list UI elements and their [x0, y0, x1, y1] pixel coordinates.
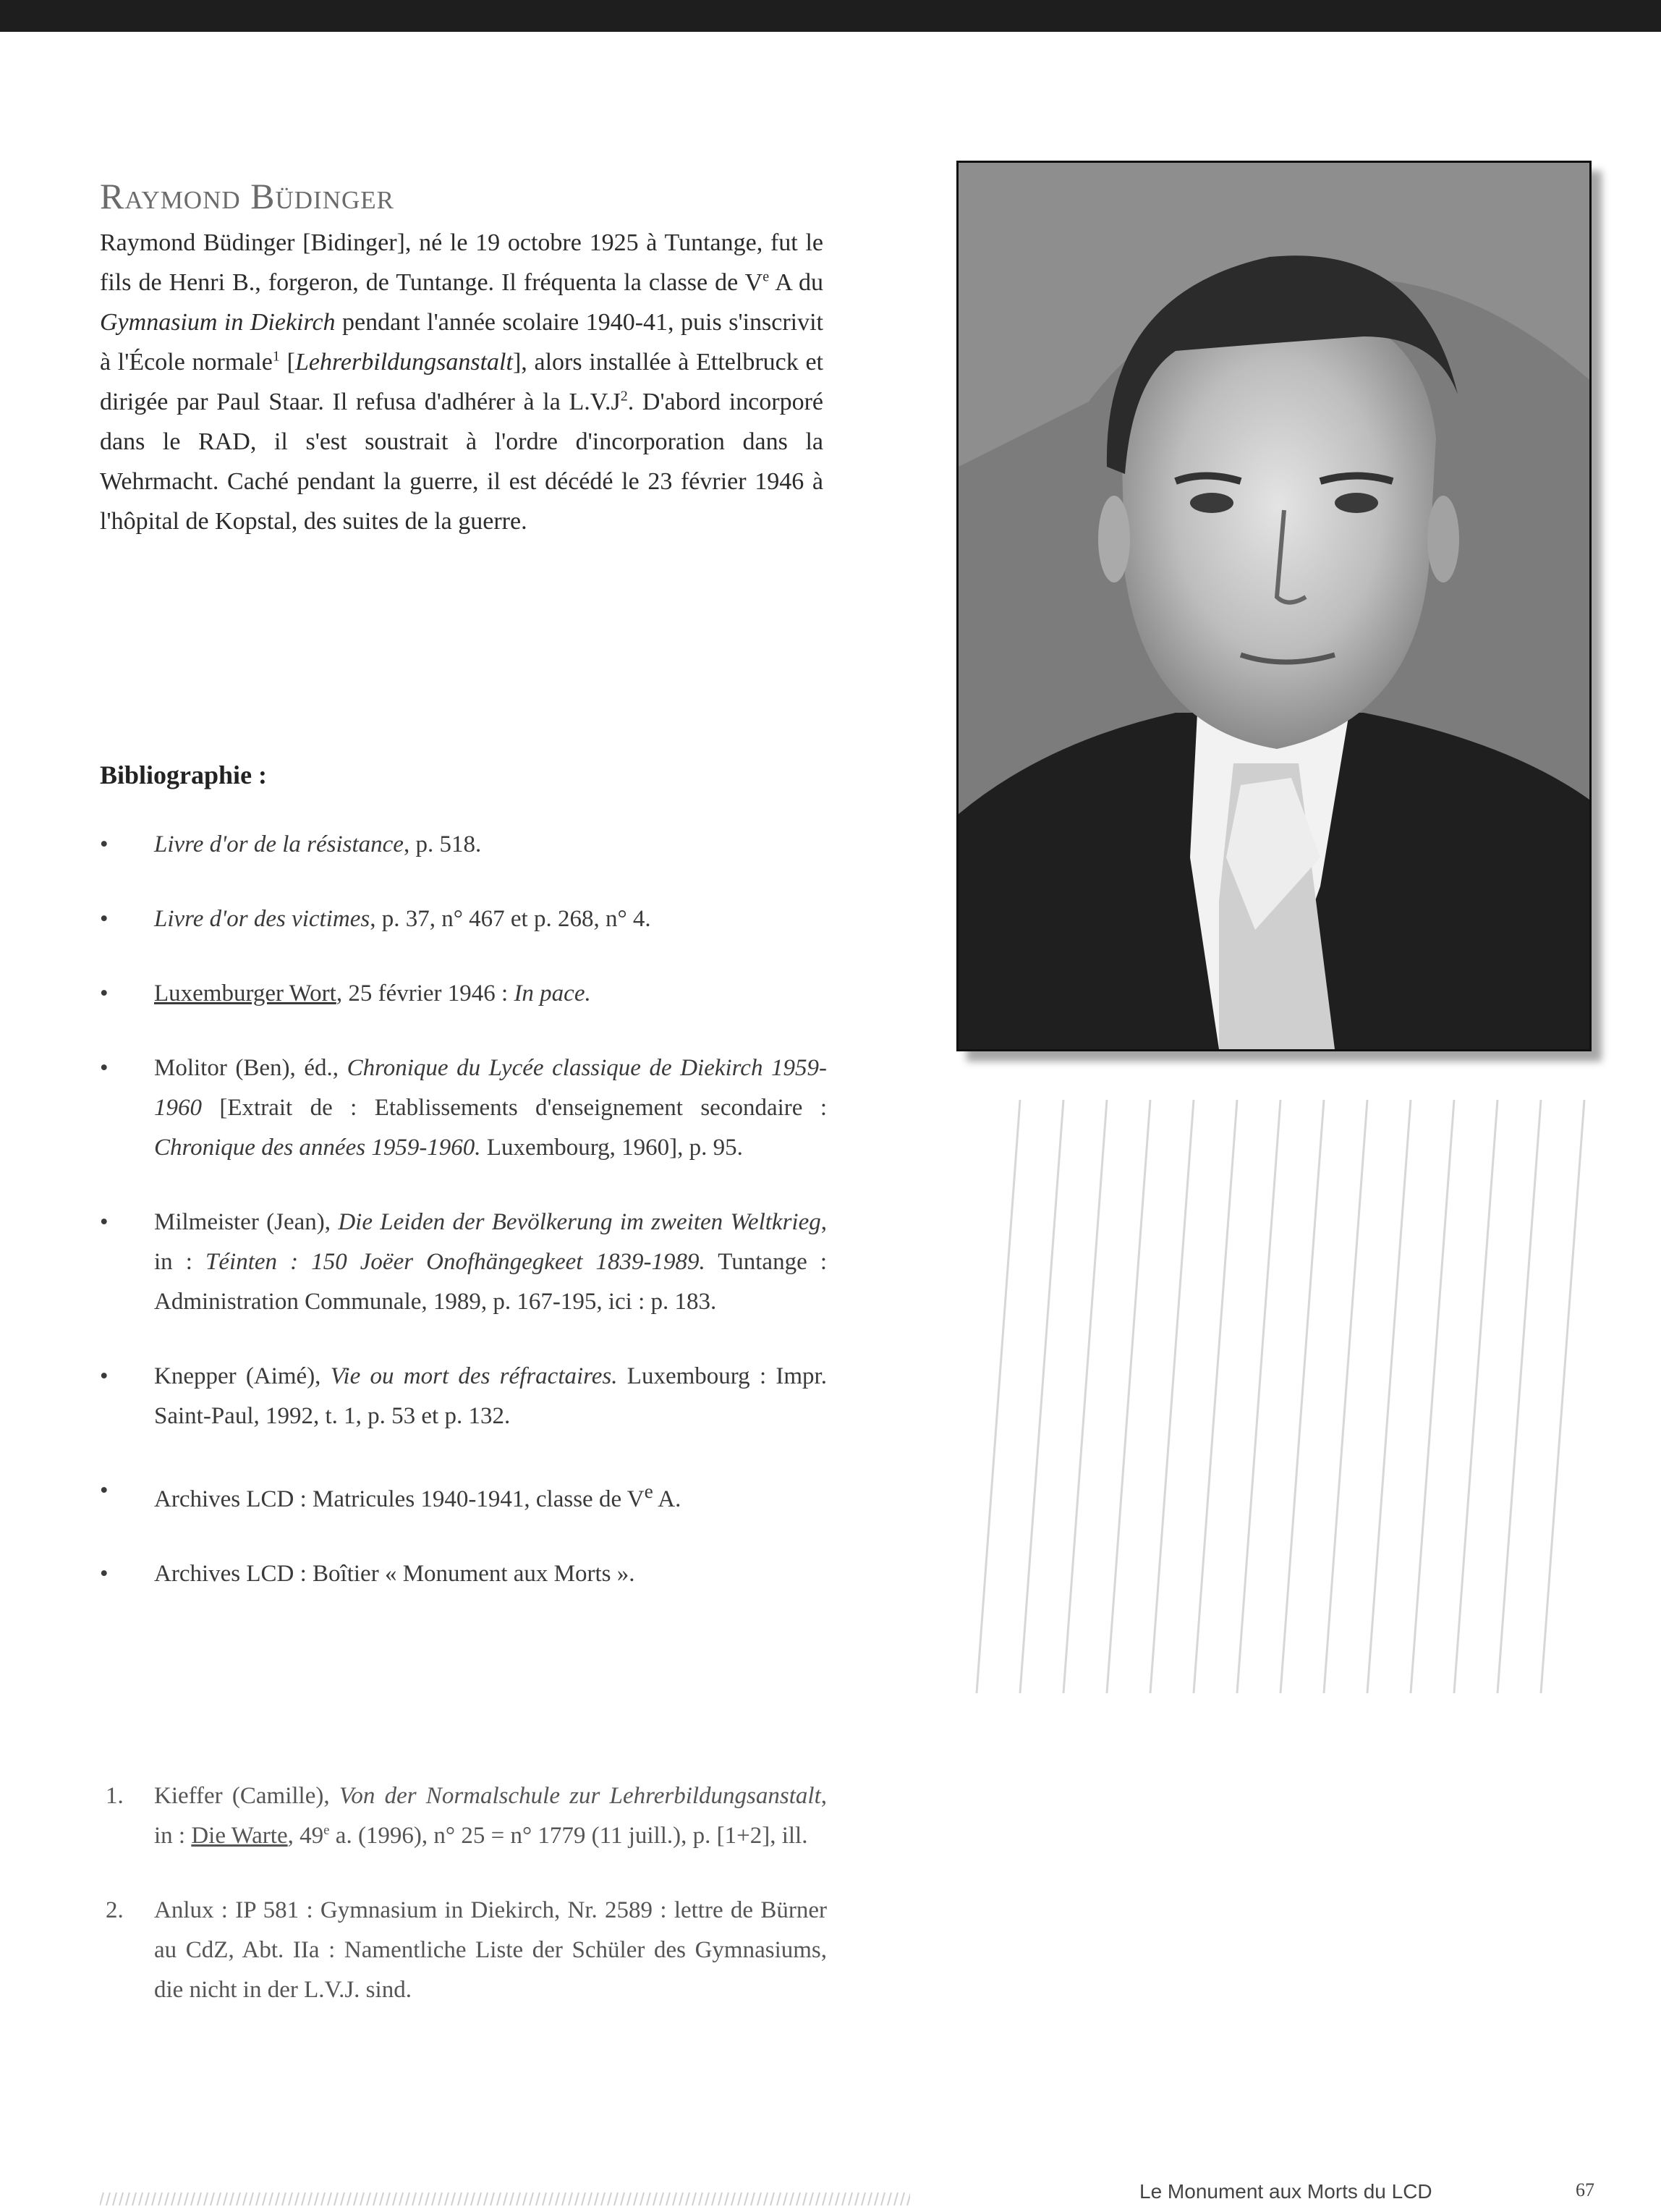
page-title: Raymond Büdinger [100, 175, 394, 216]
footer-hatch-rule [100, 2192, 910, 2205]
list-item: • Archives LCD : Boîtier « Monument aux Morts ». [100, 1554, 827, 1594]
bullet-icon: • [100, 1055, 109, 1081]
bibliography-heading: Bibliographie : [100, 760, 268, 789]
list-item: • Milmeister (Jean), Die Leiden der Bevölkerung im zweiten Weltkrieg, in : Téinten : 150 Joëer Onofhängegkeet 1839-1989. Tuntange : Administration Communale, 1989, p. 167-195, ici : p. 183. [100, 1203, 827, 1322]
footnotes-list [100, 1776, 827, 2010]
bullet-icon: • [100, 980, 109, 1007]
decorative-hatch-pattern [962, 1100, 1599, 1693]
footnote-ref-2: 2 [620, 388, 628, 404]
bullet-icon: • [100, 1209, 109, 1235]
list-item: • Archives LCD : Matricules 1940-1941, classe de Ve A. [100, 1471, 827, 1520]
list-item: • Luxemburger Wort, 25 février 1946 : In pace. [100, 974, 827, 1014]
footnote-item: 2. Anlux : IP 581 : Gymnasium in Diekirch, Nr. 2589 : lettre de Bürner au CdZ, Abt. IIa : Namentliche Liste der Schüler des Gymnasiums, die nicht in der L.V.J. sind. [106, 1897, 827, 2003]
bullet-icon: • [100, 906, 109, 932]
footnote-ref-1: 1 [272, 348, 280, 365]
list-item: • Molitor (Ben), éd., Chronique du Lycée classique de Diekirch 1959-1960 [Extrait de : Etablissements d'enseignement secondaire : Chronique des années 1959-1960. Luxembourg, 1960], p. 95. [100, 1048, 827, 1168]
portrait-photo [956, 161, 1592, 1051]
bibliography-list [100, 825, 827, 1594]
list-item: • Livre d'or de la résistance, p. 518. [100, 825, 827, 865]
bullet-icon: • [100, 1363, 109, 1389]
bullet-icon: • [100, 831, 109, 857]
footnote-item: 1. Kieffer (Camille), Von der Normalschule zur Lehrerbildungsanstalt, in : Die Warte, 49e a. (1996), n° 25 = n° 1779 (11 juill.), p. [1+2], ill. [106, 1783, 827, 1849]
list-item: • Knepper (Aimé), Vie ou mort des réfractaires. Luxembourg : Impr. Saint-Paul, 1992, t. 1, p. 53 et p. 132. [100, 1357, 827, 1436]
page-number: 67 [1576, 2179, 1594, 2200]
running-footer-title: Le Monument aux Morts du LCD [1139, 2180, 1432, 2203]
list-item: • Livre d'or des victimes, p. 37, n° 467 et p. 268, n° 4. [100, 899, 827, 939]
bullet-icon: • [100, 1561, 109, 1587]
bullet-icon: • [100, 1478, 109, 1504]
biography-paragraph: Raymond Büdinger [Bidinger], né le 19 octobre 1925 à Tuntange, fut le fils de Henri B., forgeron, de Tuntange. Il fréquenta la classe de Ve A du Gymnasium in Diekirch pendant l'année scolaire 1940-41, puis s'inscrivit à l'École normale$^1$ [Lehrerbildungsanstalt], alors installée à Ettelbruck et dirigée par Paul Staar. Il refusa d'adhérer à la $L.V.J^2$. D'abord incorporé dans le RAD, il s'est soustrait à l'ordre d'incorporation dans la Wehrmacht. Caché pendant la guerre, il est décédé le 23 février 1946 à l'hôpital de Kopstal, des suites de la guerre. [100, 229, 823, 535]
top-dark-band [0, 0, 1661, 32]
